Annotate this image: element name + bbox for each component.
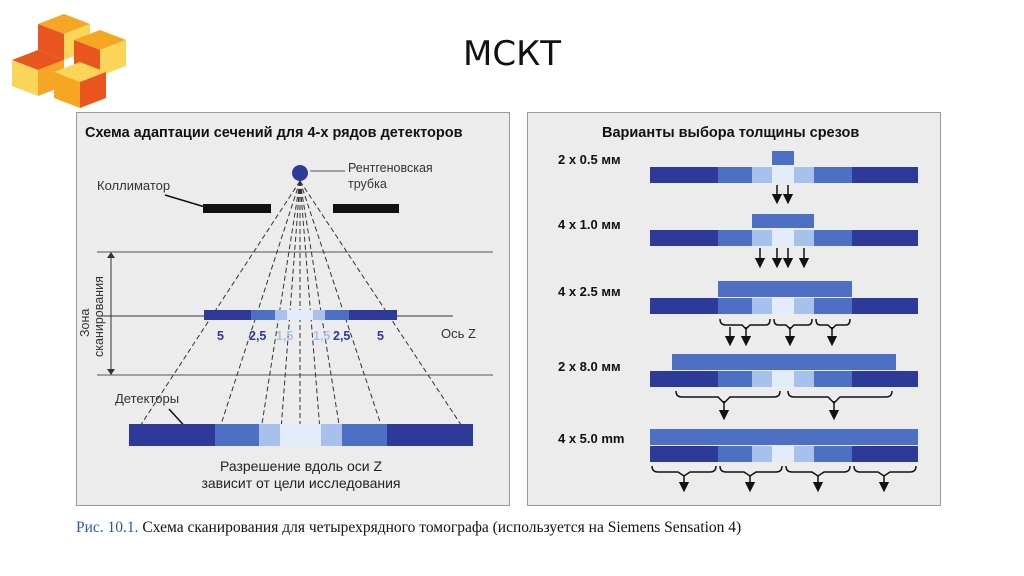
- caption-text: Схема сканирования для четырехрядного томографа (используется на Siemens Sensation 4): [142, 519, 742, 536]
- slide-title: МСКТ: [463, 34, 561, 74]
- option-row-5: [650, 429, 918, 487]
- panel-title: Варианты выбора толщины срезов: [602, 125, 860, 141]
- caption-label: Рис. 10.1.: [76, 519, 139, 536]
- detector-array: [129, 424, 473, 446]
- scan-width-label: 1,5: [313, 329, 331, 343]
- scan-zone-label: Зона: [78, 308, 92, 337]
- collimator-label: Коллиматор: [97, 178, 171, 193]
- panel-title: Схема адаптации сечений для 4-х рядов детекторов: [85, 125, 463, 141]
- scan-width-label: 2,5: [249, 329, 267, 343]
- option-label: 4 x 5.0 mm: [558, 431, 625, 446]
- z-axis-label: Ось Z: [441, 326, 476, 341]
- collimator-right: [333, 204, 399, 213]
- slice-thickness-panel: [527, 112, 941, 506]
- scan-scheme-panel: [76, 112, 510, 506]
- scan-width-label: 2,5: [333, 329, 351, 343]
- detectors-label: Детекторы: [115, 391, 180, 406]
- option-label: 4 x 1.0 мм: [558, 217, 621, 232]
- option-label: 4 x 2.5 мм: [558, 284, 621, 299]
- scan-zone-label-2: сканирования: [92, 276, 106, 357]
- xray-tube-icon: [292, 165, 308, 181]
- option-row-1: [650, 151, 918, 199]
- resolution-text: Разрешение вдоль оси Z: [219, 458, 383, 474]
- figure-caption: [76, 519, 976, 537]
- tube-label-2: трубка: [348, 177, 387, 191]
- option-row-2: [650, 214, 918, 263]
- scan-width-label: 5: [217, 329, 224, 343]
- scan-width-bar: [204, 310, 397, 320]
- scan-width-label: 5: [377, 329, 384, 343]
- scan-width-label: 1,5: [276, 329, 294, 343]
- option-row-3: [572, 113, 918, 341]
- option-label: 2 x 0.5 мм: [558, 152, 621, 167]
- collimator-left: [203, 204, 271, 213]
- tube-label: Рентгеновская: [348, 161, 433, 175]
- option-row-4: [650, 354, 918, 415]
- option-label: 2 x 8.0 мм: [558, 359, 621, 374]
- resolution-text-2: зависит от цели исследования: [201, 475, 401, 491]
